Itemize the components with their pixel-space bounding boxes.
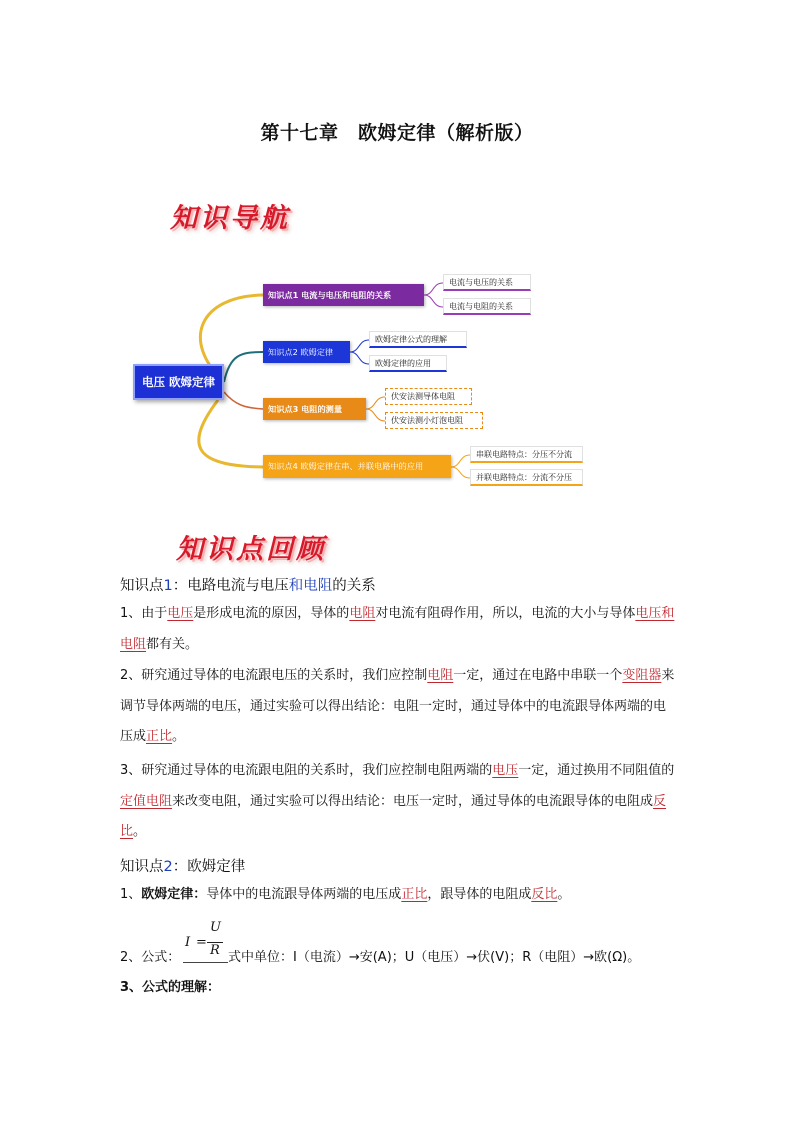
section-2-label: 知识点: [120, 859, 164, 875]
section-1-title-and: 和: [288, 578, 304, 594]
text: 2、研究通过导体的电流跟电压的关系时，我们应控制: [120, 668, 428, 683]
paragraph-2-1: [120, 880, 678, 911]
paragraph-1-3: [120, 756, 678, 848]
text: 一定，通过在电路中串联一个: [453, 668, 623, 683]
answer-voltage: 电压: [167, 606, 194, 621]
section-2-colon: ：: [172, 859, 188, 875]
section-1-number: 1: [163, 578, 173, 594]
text: 。: [172, 729, 186, 744]
connector-k1-leaves: [424, 283, 443, 307]
section-1-title-part1: 电路电流与电压: [187, 578, 289, 594]
paragraph-1-2: [120, 661, 678, 753]
mindmap-leaf-k1-1: 电流与电压的关系: [443, 274, 531, 291]
answer-voltage: 电压: [492, 763, 519, 778]
mindmap: [0, 260, 794, 500]
text: 。: [133, 824, 147, 839]
text: 都有关。: [146, 636, 199, 652]
text: 一定，通过换用不同阻值的: [518, 763, 675, 778]
paragraph-2-3: [120, 973, 678, 1004]
connector-k2-leaves: [350, 340, 369, 364]
answer-voltage-and-resistance: 电压和电阻: [120, 606, 675, 652]
text: 来调节导体两端的电压，通过实验可以得出结论：电阻一定时，通过导体中的电流跟导体两端的电压成: [120, 668, 675, 744]
section-1-colon: ：: [172, 578, 188, 594]
mindmap-node-k2: 知识点2 欧姆定律: [263, 341, 350, 363]
term-formula-understanding: 公式的理解：: [142, 980, 221, 995]
answer-resistance: 电阻: [427, 668, 454, 683]
paragraph-2-2-formula: [120, 918, 680, 968]
mindmap-leaf-k1-2: 电流与电阻的关系: [443, 298, 531, 315]
connector-k3-leaves: [366, 397, 385, 421]
banner-knowledge-review: 知识点回顾: [176, 534, 326, 565]
connector-k4: [199, 400, 263, 467]
formula-prefix: 2、公式：: [120, 950, 181, 965]
paragraph-1-1: [120, 599, 678, 660]
formula-current: I: [185, 935, 191, 950]
text: 对电流有阻碍作用，所以，电流的大小与导体: [375, 606, 636, 621]
section-heading-2: [120, 855, 245, 876]
formula-voltage: U: [210, 920, 221, 935]
answer-rheostat: 变阻器: [622, 668, 662, 683]
document-title: 第十七章 欧姆定律（解析版）: [260, 122, 534, 144]
section-2-number: 2: [163, 859, 173, 875]
answer-inverse: 反比: [120, 793, 667, 839]
text: 导体中的电流跟导体两端的电压成: [206, 887, 402, 902]
answer-proportional: 正比: [146, 729, 173, 744]
connector-k2: [224, 352, 263, 382]
mindmap-leaf-k2-1: 欧姆定律公式的理解: [369, 331, 467, 348]
text: 是形成电流的原因，导体的: [193, 606, 350, 621]
answer-proportional: 正比: [401, 887, 428, 902]
text: ，跟导体的电阻成: [427, 887, 532, 902]
answer-inverse: 反比: [531, 887, 558, 902]
formula-resistance: R: [210, 943, 220, 958]
text: 3、: [120, 980, 143, 995]
answer-fixed-resistor: 定值电阻: [120, 793, 173, 809]
text: 来改变电阻，通过实验可以得出结论：电压一定时，通过导体的电流跟导体的电阻成: [172, 793, 654, 809]
ohms-law-formula: [183, 920, 228, 963]
term-ohms-law: 欧姆定律：: [141, 887, 207, 902]
text: 3、研究通过导体的电流跟电阻的关系时，我们应控制电阻两端的: [120, 763, 493, 778]
formula-equals: =: [196, 935, 207, 950]
mindmap-leaf-k2-2: 欧姆定律的应用: [369, 355, 447, 372]
mindmap-leaf-k4-2: 并联电路特点：分流不分压: [470, 469, 583, 486]
section-2-title: 欧姆定律: [187, 859, 246, 875]
text: 1、: [120, 887, 142, 902]
mindmap-leaf-k3-2: 伏安法测小灯泡电阻: [385, 412, 483, 429]
mindmap-node-k1: 知识点1 电流与电压和电阻的关系: [263, 284, 424, 306]
banner-knowledge-navigation: 知识导航: [170, 203, 290, 234]
section-1-title-part4: 的关系: [332, 578, 376, 594]
mindmap-root: 电压 欧姆定律: [133, 364, 224, 400]
mindmap-leaf-k4-1: 串联电路特点：分压不分流: [470, 446, 583, 463]
formula-units: 式中单位：I（电流）→安(A)；U（电压）→伏(V)；R（电阻）→欧(Ω)。: [228, 950, 641, 965]
text: 1、由于: [120, 606, 168, 621]
connector-k4-leaves: [451, 455, 470, 478]
connector-k3: [224, 392, 263, 409]
section-heading-1: [120, 574, 376, 595]
mindmap-leaf-k3-1: 伏安法测导体电阻: [385, 388, 472, 405]
mindmap-node-k4: 知识点4 欧姆定律在串、并联电路中的应用: [263, 455, 451, 478]
section-1-title-resistance: 电阻: [303, 578, 333, 594]
answer-resistance: 电阻: [349, 606, 376, 621]
text: 。: [557, 887, 571, 902]
section-1-label: 知识点: [120, 578, 164, 594]
mindmap-node-k3: 知识点3 电阻的测量: [263, 398, 366, 420]
